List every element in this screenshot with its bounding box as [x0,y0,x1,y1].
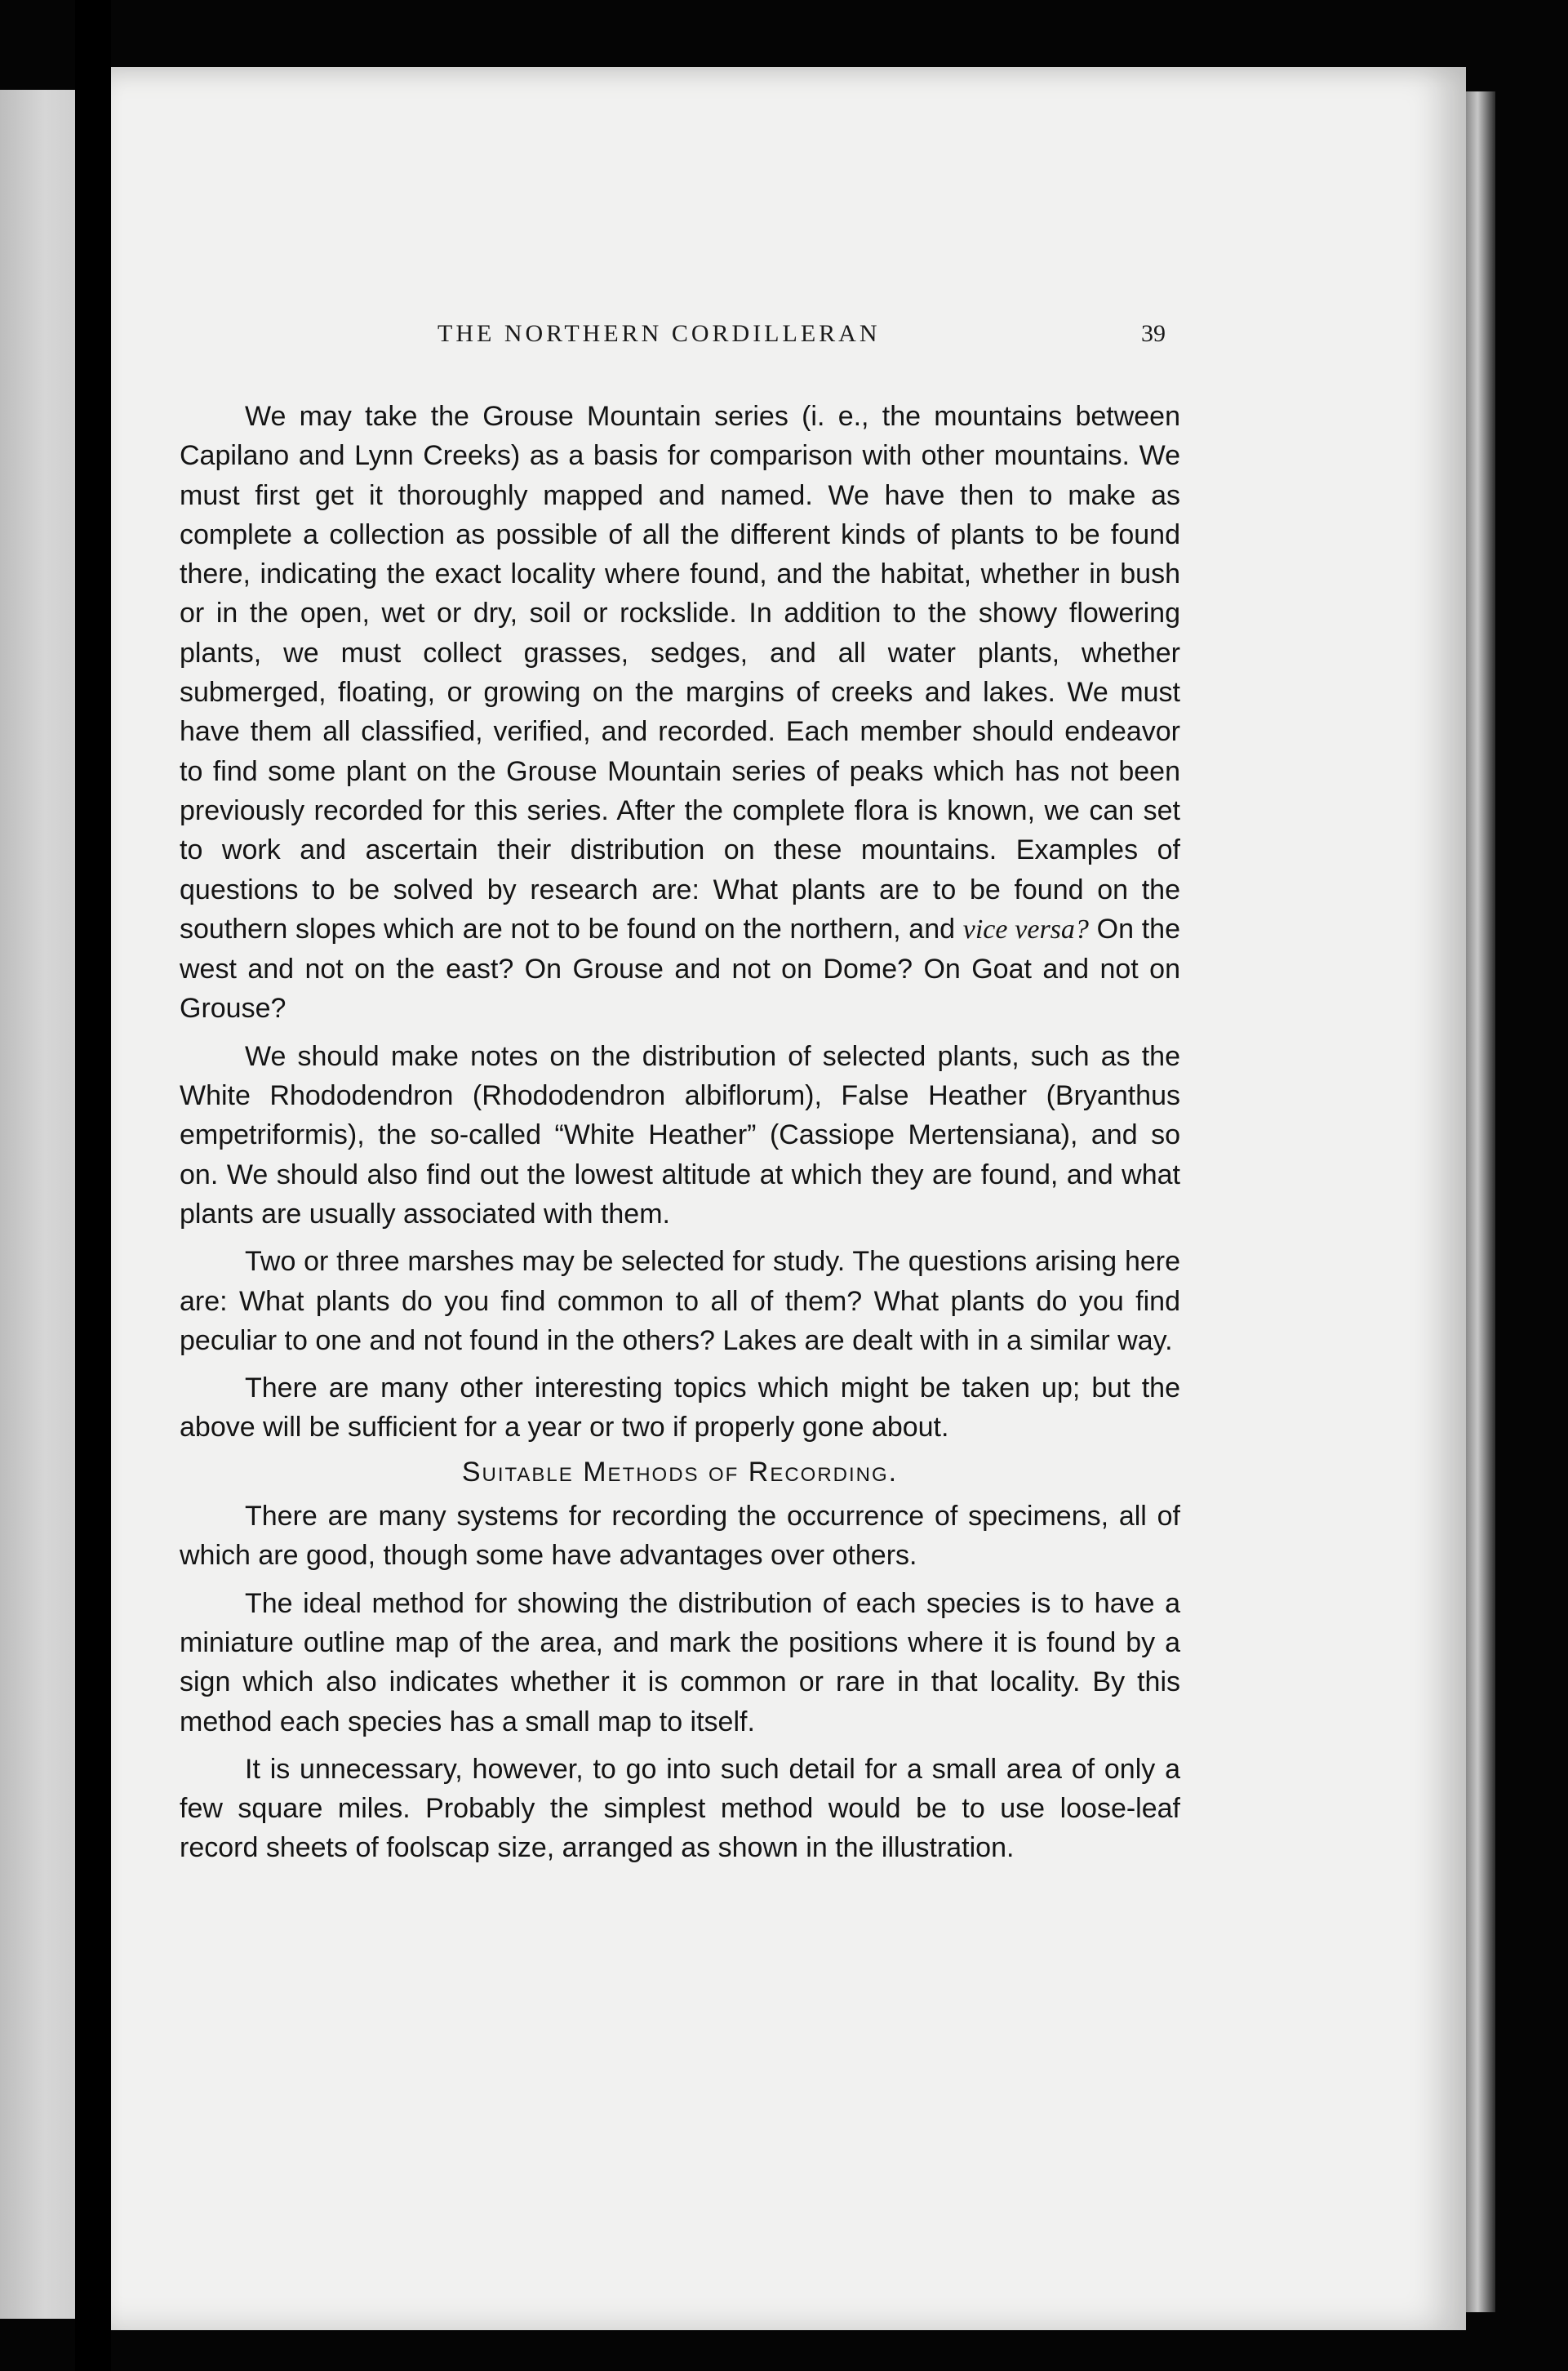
paragraph-text: We may take the Grouse Mountain series (i. e., the mountains between Capilano and Lynn Creeks) as a basis for comparison with other mountains. We must first get it thoroughly mapped and named. We have then to make as complete a collection as possible of all the different kinds of plants to be found there, indicating the exact locality where found, and the habitat, whether in bush or in the open, wet or dry, soil or rockslide. In addition to the showy flowering plants, we must collect grasses, sedges, and all water plants, whether submerged, floating, or growing on the margins of creeks and lakes. We must have them all classified, verified, and recorded. Each member should endeavor to find some plant on the Grouse Mountain series of peaks which has not been previously recorded for this series. After the complete flora is known, we can set to work and ascertain their distribution on these mountains. Examples of questions to be solved by research are: What plants are to be found on the southern slopes which are not to be found on the northern, and [180,401,1180,945]
book-gutter [75,0,111,2371]
page-number: 39 [1141,320,1166,347]
running-head: THE NORTHERN CORDILLERAN [438,320,881,347]
body-text [180,397,1180,1868]
italic-phrase: vice versa? [962,914,1089,945]
paragraph-distribution: We should make notes on the distribution of selected plants, such as the White Rhododendron (Rhododendron albiflorum), False Heather (Bryanthus empetriformis), the so-called “White Heather” (Cassiope Mertensiana), and so on. We should also find out the lowest altitude at which they are found, and what plants are usually associated with them. [180,1040,1180,1230]
paragraph-text: On the west and not on the east? On Grouse and not on Dome? On Goat and not on Grouse? [180,913,1180,1025]
facing-page-edge [0,90,75,2319]
paragraph-loose-leaf: It is unnecessary, however, to go into such detail for a small area of only a few square miles. Probably the simplest method would be to use loose-leaf record sheets of foolscap size, arranged as shown in the illustration. [180,1753,1180,1864]
page-fore-edge [1466,91,1495,2312]
paragraph-grouse-mountain [180,397,1180,1029]
paragraph-systems: There are many systems for recording the occurrence of specimens, all of which are good, though some have advantages over others. [180,1501,1180,1572]
paragraph-ideal-method: The ideal method for showing the distribution of each species is to have a miniature outline map of the area, and mark the positions where it is found by a sign which also indicates whether it is common or rare in that locality. By this method each species has a small map to itself. [180,1587,1180,1737]
section-heading: Suitable Methods of Recording. [461,1456,899,1488]
paragraph-other-topics: There are many other interesting topics which might be taken up; but the above will be sufficient for a year or two if properly gone about. [180,1372,1180,1444]
paragraph-marshes: Two or three marshes may be selected for study. The questions arising here are: What plants do you find common to all of them? What plants do you find peculiar to one and not found in the others? Lakes are dealt with in a similar way. [180,1246,1180,1356]
